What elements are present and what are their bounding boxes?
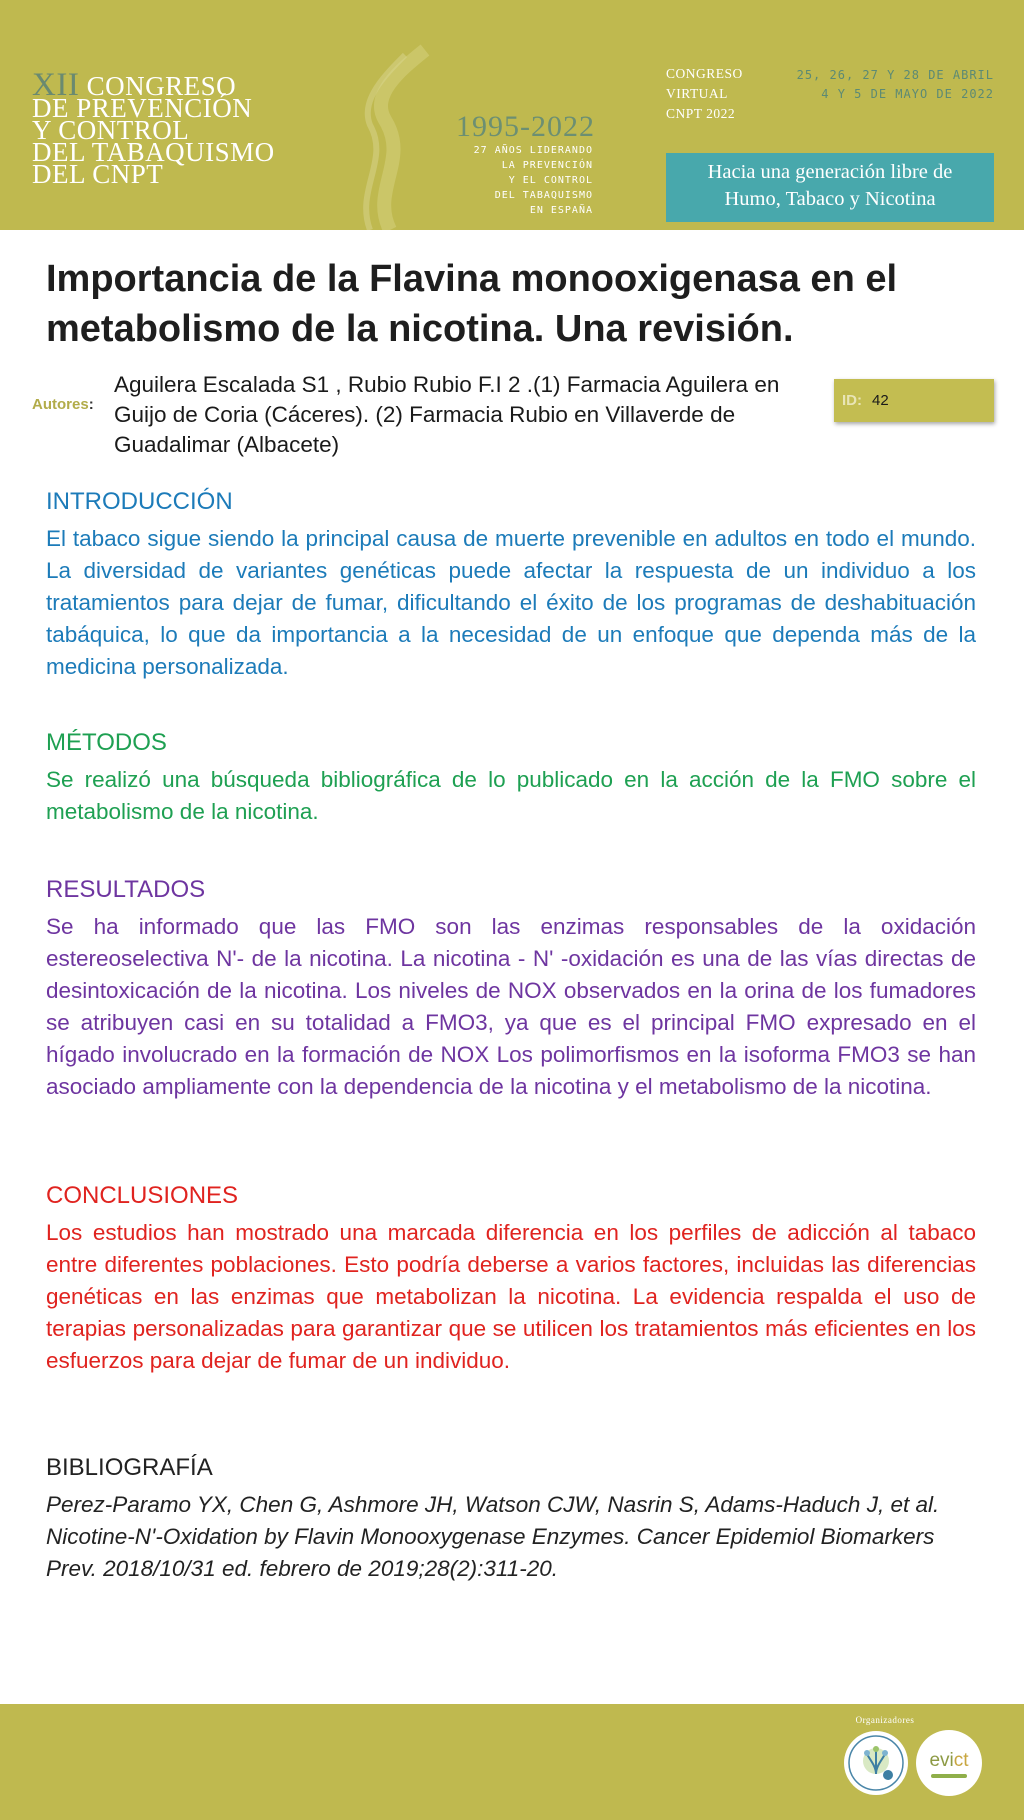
section-conclusions xyxy=(46,1181,976,1377)
section-heading: CONCLUSIONES xyxy=(46,1182,239,1209)
section-heading: BIBLIOGRAFÍA xyxy=(46,1454,213,1481)
section-body: Los estudios han mostrado una marcada diferencia en los perfiles de adicción al tabaco entre diferentes poblaciones. Esto podría deberse a varios factores, incluidas las diferencias genéticas en las enzimas que metabolizan la nicotina. La evidencia respalda el uso de terapias personalizadas para garantizar que se utilicen los tratamientos más eficientes en los esfuerzos para dejar de fumar de un individuo. xyxy=(46,1220,976,1373)
evict-logo: evict xyxy=(916,1730,982,1796)
id-label: ID: xyxy=(842,392,862,409)
poster-title: Importancia de la Flavina monooxigenasa en el metabolismo de la nicotina. Una revisión. xyxy=(46,258,898,350)
years-subtitle: 27 AÑOS LIDERANDO LA PREVENCIÓN Y EL CONTROL DEL TABAQUISMO EN ESPAÑA xyxy=(473,145,593,216)
organizers-label: Organizadores xyxy=(855,1715,915,1725)
section-body: El tabaco sigue siendo la principal causa de muerte prevenible en adultos en todo el mundo. La diversidad de variantes genéticas puede afectar la respuesta de un individuo a los tratamientos para dejar de fumar, dificultando el éxito de los programas de deshabituación tabáquica, lo que da importancia a la necesidad de un enfoque que dependa más de la medicina personalizada. xyxy=(46,526,976,679)
slogan-box: Hacia una generación libre de Humo, Tabaco y Nicotina xyxy=(666,153,994,222)
congress-title: XII CONGRESO DE PREVENCIÓN Y CONTROL DEL TABAQUISMO DEL CNPT xyxy=(32,67,275,189)
section-heading: MÉTODOS xyxy=(46,729,167,756)
section-heading: INTRODUCCIÓN xyxy=(46,488,233,515)
evict-logo-bar xyxy=(931,1774,967,1778)
section-introduction xyxy=(46,487,976,683)
virtual-congress-label: CONGRESO VIRTUAL CNPT 2022 xyxy=(666,66,743,121)
section-methods xyxy=(46,728,976,828)
cnpt-logo-icon xyxy=(843,1730,909,1796)
section-results xyxy=(46,875,976,1103)
id-box xyxy=(834,379,994,422)
section-bibliography xyxy=(46,1453,976,1585)
header-banner xyxy=(0,0,1024,230)
congress-dates: 25, 26, 27 Y 28 DE ABRIL 4 Y 5 DE MAYO DE 2022 xyxy=(796,68,994,101)
section-body: Se ha informado que las FMO son las enzimas responsables de la oxidación estereoselectiva N'- de la nicotina. La nicotina - N' -oxidación es una de las vías directas de desintoxicación de la nicotina. Los niveles de NOX observados en la orina de los fumadores se atribuyen casi en su totalidad a FMO3, ya que es el principal FMO expresado en el hígado involucrado en la formación de NOX Los polimorfismos en la isoforma FMO3 se han asociado ampliamente con la dependencia de la nicotina y el metabolismo de la nicotina. xyxy=(46,914,976,1099)
years-range: 1995-2022 xyxy=(456,110,595,143)
section-body: Se realizó una búsqueda bibliográfica de lo publicado en la acción de la FMO sobre el metabolismo de la nicotina. xyxy=(46,767,976,824)
authors-text: Aguilera Escalada S1 , Rubio Rubio F.I 2 .(1) Farmacia Aguilera en Guijo de Coria (Cáceres). (2) Farmacia Rubio en Villaverde de Guadalimar (Albacete) xyxy=(114,372,780,457)
section-heading: RESULTADOS xyxy=(46,876,206,903)
footer-banner xyxy=(0,1704,1024,1820)
id-value: 42 xyxy=(872,392,889,409)
section-body: Perez-Paramo YX, Chen G, Ashmore JH, Watson CJW, Nasrin S, Adams-Haduch J, et al. Nicotine-N'-Oxidation by Flavin Monooxygenase Enzymes. Cancer Epidemiol Biomarkers Prev. 2018/10/31 ed. febrero de 2019;28(2):311-20. xyxy=(46,1492,940,1581)
authors-label: Autores: xyxy=(32,396,94,413)
